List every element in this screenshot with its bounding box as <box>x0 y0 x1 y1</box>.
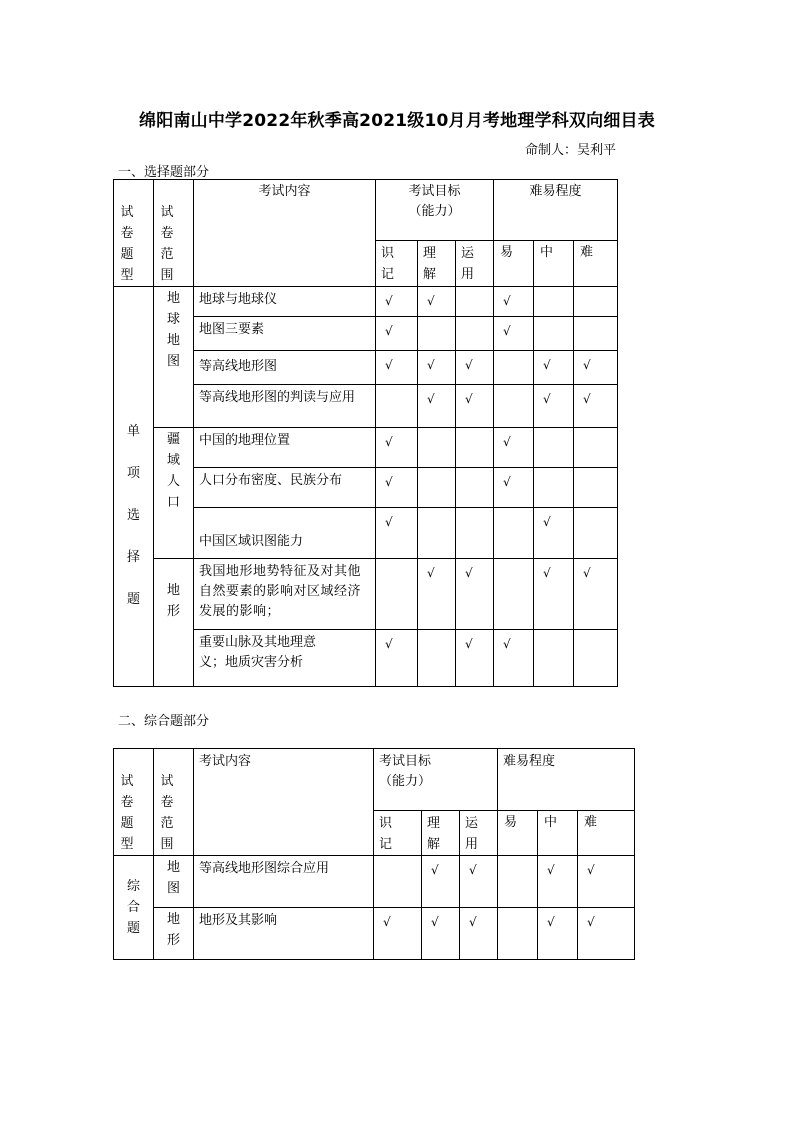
check-mark-icon: √ <box>543 515 551 529</box>
mark-cell <box>376 468 418 508</box>
mark-cell <box>494 559 534 630</box>
scope-cell: 地形 <box>154 908 194 960</box>
mark-cell <box>574 287 618 317</box>
check-mark-icon: √ <box>469 863 477 877</box>
type-cell: 单项选择题 <box>114 287 154 687</box>
choice-questions-table <box>113 179 618 687</box>
section2-heading: 二、综合题部分 <box>118 714 210 729</box>
mark-cell <box>456 385 494 428</box>
mark-cell <box>374 856 422 908</box>
check-mark-icon: √ <box>503 435 511 449</box>
scope-cell: 地球地图 <box>154 287 194 428</box>
check-mark-icon: √ <box>385 515 393 529</box>
check-mark-icon: √ <box>547 863 555 877</box>
check-mark-icon: √ <box>503 475 511 489</box>
mark-cell <box>574 508 618 559</box>
mark-cell <box>534 385 574 428</box>
header-diff-easy: 易 <box>498 811 538 856</box>
mark-cell <box>574 428 618 468</box>
mark-cell <box>456 508 494 559</box>
header-exam-scope: 试卷范围 <box>154 749 194 856</box>
page-title: 绵阳南山中学2022年秋季高2021级10月月考地理学科双向细目表 <box>139 111 655 131</box>
content-cell: 地形及其影响 <box>194 908 374 960</box>
section1-heading: 一、选择题部分 <box>118 165 210 180</box>
mark-cell <box>418 559 456 630</box>
check-mark-icon: √ <box>543 358 551 372</box>
mark-cell <box>456 428 494 468</box>
mark-cell <box>494 385 534 428</box>
table-row <box>114 856 635 908</box>
table-row <box>114 287 618 317</box>
mark-cell <box>376 428 418 468</box>
mark-cell <box>376 287 418 317</box>
check-mark-icon: √ <box>583 566 591 580</box>
mark-cell <box>534 508 574 559</box>
mark-cell <box>538 908 578 960</box>
mark-cell <box>456 317 494 351</box>
mark-cell <box>494 351 534 385</box>
mark-cell <box>418 351 456 385</box>
check-mark-icon: √ <box>503 294 511 308</box>
check-mark-icon: √ <box>465 358 473 372</box>
mark-cell <box>574 468 618 508</box>
check-mark-icon: √ <box>543 566 551 580</box>
header-exam-content: 考试内容 <box>194 180 376 287</box>
check-mark-icon: √ <box>427 294 435 308</box>
content-cell: 地图三要素 <box>194 317 376 351</box>
scope-cell: 地图 <box>154 856 194 908</box>
check-mark-icon: √ <box>385 294 393 308</box>
check-mark-icon: √ <box>385 324 393 338</box>
mark-cell <box>534 468 574 508</box>
header-level-understand: 理解 <box>422 811 460 856</box>
mark-cell <box>418 428 456 468</box>
mark-cell <box>418 630 456 687</box>
table-row <box>114 428 618 468</box>
header-level-understand: 理解 <box>418 241 456 287</box>
header-difficulty: 难易程度 <box>494 180 618 241</box>
mark-cell <box>494 630 534 687</box>
header-exam-target: 考试目标 （能力） <box>374 749 498 811</box>
check-mark-icon: √ <box>427 392 435 406</box>
author-line: 命制人：吴利平 <box>524 143 616 158</box>
check-mark-icon: √ <box>503 637 511 651</box>
check-mark-icon: √ <box>427 566 435 580</box>
mark-cell <box>422 908 460 960</box>
mark-cell <box>574 317 618 351</box>
scope-cell: 地形 <box>154 559 194 687</box>
mark-cell <box>418 468 456 508</box>
mark-cell <box>376 385 418 428</box>
mark-cell <box>376 508 418 559</box>
check-mark-icon: √ <box>383 915 391 929</box>
mark-cell <box>494 428 534 468</box>
check-mark-icon: √ <box>503 324 511 338</box>
mark-cell <box>460 856 498 908</box>
mark-cell <box>534 428 574 468</box>
mark-cell <box>578 908 635 960</box>
content-cell: 人口分布密度、民族分布 <box>194 468 376 508</box>
check-mark-icon: √ <box>587 863 595 877</box>
check-mark-icon: √ <box>431 863 439 877</box>
check-mark-icon: √ <box>547 915 555 929</box>
header-exam-content: 考试内容 <box>194 749 374 856</box>
mark-cell <box>498 908 538 960</box>
content-cell: 我国地形地势特征及对其他自然要素的影响对区域经济发展的影响； <box>194 559 376 630</box>
header-level-apply: 运用 <box>456 241 494 287</box>
check-mark-icon: √ <box>583 392 591 406</box>
mark-cell <box>460 908 498 960</box>
mark-cell <box>376 559 418 630</box>
check-mark-icon: √ <box>587 915 595 929</box>
mark-cell <box>418 385 456 428</box>
check-mark-icon: √ <box>385 637 393 651</box>
content-cell: 中国区域识图能力 <box>194 508 376 559</box>
header-diff-medium: 中 <box>538 811 578 856</box>
header-exam-scope: 试卷范围 <box>154 180 194 287</box>
mark-cell <box>494 508 534 559</box>
mark-cell <box>534 287 574 317</box>
mark-cell <box>418 508 456 559</box>
mark-cell <box>494 287 534 317</box>
content-cell: 中国的地理位置 <box>194 428 376 468</box>
mark-cell <box>418 317 456 351</box>
mark-cell <box>376 630 418 687</box>
content-cell: 等高线地形图综合应用 <box>194 856 374 908</box>
check-mark-icon: √ <box>583 358 591 372</box>
header-difficulty: 难易程度 <box>498 749 635 811</box>
check-mark-icon: √ <box>385 358 393 372</box>
mark-cell <box>534 351 574 385</box>
header-level-recall: 识记 <box>376 241 418 287</box>
content-cell: 等高线地形图 <box>194 351 376 385</box>
scope-cell: 疆域人口 <box>154 428 194 559</box>
check-mark-icon: √ <box>385 435 393 449</box>
check-mark-icon: √ <box>427 358 435 372</box>
check-mark-icon: √ <box>431 915 439 929</box>
check-mark-icon: √ <box>465 637 473 651</box>
mark-cell <box>574 630 618 687</box>
mark-cell <box>456 287 494 317</box>
check-mark-icon: √ <box>385 475 393 489</box>
header-diff-medium: 中 <box>534 241 574 287</box>
mark-cell <box>456 351 494 385</box>
mark-cell <box>574 385 618 428</box>
mark-cell <box>534 559 574 630</box>
mark-cell <box>574 351 618 385</box>
content-cell: 地球与地球仪 <box>194 287 376 317</box>
mark-cell <box>494 317 534 351</box>
mark-cell <box>574 559 618 630</box>
header-level-apply: 运用 <box>460 811 498 856</box>
mark-cell <box>538 856 578 908</box>
mark-cell <box>422 856 460 908</box>
check-mark-icon: √ <box>469 915 477 929</box>
header-diff-easy: 易 <box>494 241 534 287</box>
header-exam-type: 试卷题型 <box>114 749 154 856</box>
mark-cell <box>534 630 574 687</box>
check-mark-icon: √ <box>465 392 473 406</box>
type-cell: 综合题 <box>114 856 154 960</box>
header-exam-type: 试卷题型 <box>114 180 154 287</box>
mark-cell <box>494 468 534 508</box>
header-diff-hard: 难 <box>578 811 635 856</box>
mark-cell <box>376 317 418 351</box>
mark-cell <box>456 559 494 630</box>
table-row <box>114 908 635 960</box>
mark-cell <box>498 856 538 908</box>
mark-cell <box>456 468 494 508</box>
comprehensive-questions-table <box>113 748 635 960</box>
mark-cell <box>418 287 456 317</box>
mark-cell <box>578 856 635 908</box>
header-exam-target: 考试目标 （能力） <box>376 180 494 241</box>
header-diff-hard: 难 <box>574 241 618 287</box>
check-mark-icon: √ <box>465 566 473 580</box>
content-cell: 等高线地形图的判读与应用 <box>194 385 376 428</box>
mark-cell <box>456 630 494 687</box>
check-mark-icon: √ <box>543 392 551 406</box>
table-row <box>114 559 618 630</box>
mark-cell <box>374 908 422 960</box>
mark-cell <box>534 317 574 351</box>
header-level-recall: 识记 <box>374 811 422 856</box>
content-cell: 重要山脉及其地理意义；地质灾害分析 <box>194 630 376 687</box>
mark-cell <box>376 351 418 385</box>
